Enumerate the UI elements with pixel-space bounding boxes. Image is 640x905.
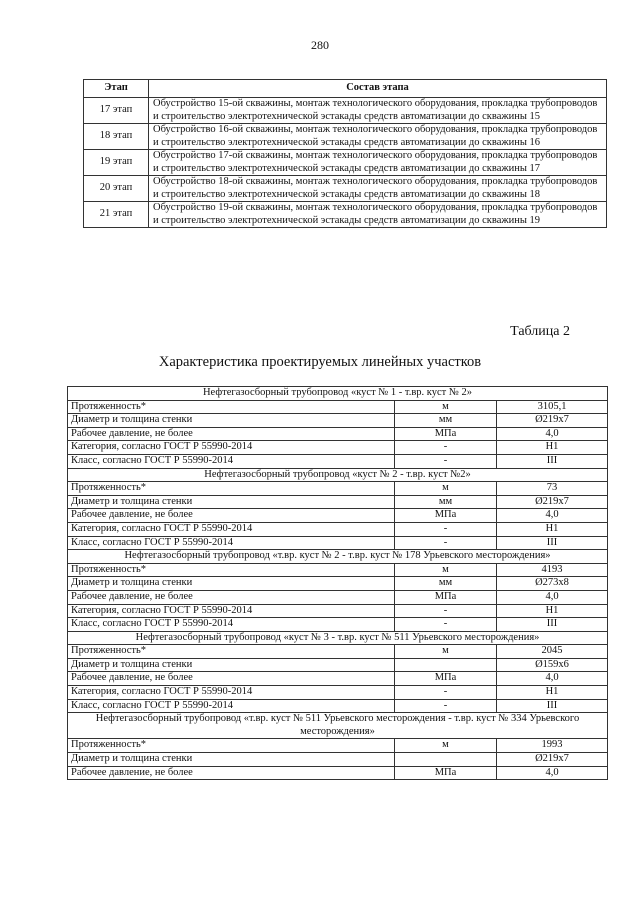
- param-cell: Рабочее давление, не более: [68, 672, 395, 686]
- table-row: [68, 441, 608, 455]
- param-cell: Протяженность*: [68, 645, 395, 659]
- param-cell: Категория, согласно ГОСТ Р 55990-2014: [68, 522, 395, 536]
- unit-cell: МПа: [395, 672, 497, 686]
- param-cell: Диаметр и толщина стенки: [68, 753, 395, 767]
- table-title: Характеристика проектируемых линейных участков: [158, 354, 482, 370]
- stage-cell: 19 этап: [84, 150, 149, 176]
- value-cell: III: [497, 454, 608, 468]
- param-cell: Класс, согласно ГОСТ Р 55990-2014: [68, 536, 395, 550]
- stage-description-cell: Обустройство 18-ой скважины, монтаж технологического оборудования, прокладка трубопроводов и строительство электротехнической эстакады средств автоматизации до скважины 18: [149, 176, 607, 202]
- unit-cell: мм: [395, 577, 497, 591]
- unit-cell: -: [395, 536, 497, 550]
- value-cell: 73: [497, 482, 608, 496]
- param-cell: Категория, согласно ГОСТ Р 55990-2014: [68, 441, 395, 455]
- composition-column-header: Состав этапа: [149, 80, 607, 98]
- param-cell: Диаметр и толщина стенки: [68, 414, 395, 428]
- table-row: [68, 400, 608, 414]
- param-cell: Диаметр и толщина стенки: [68, 577, 395, 591]
- param-cell: Протяженность*: [68, 400, 395, 414]
- table-row: [84, 98, 607, 124]
- value-cell: 4,0: [497, 509, 608, 523]
- value-cell: Ø219x7: [497, 753, 608, 767]
- value-cell: III: [497, 536, 608, 550]
- stage-description-cell: Обустройство 15-ой скважины, монтаж технологического оборудования, прокладка трубопроводов и строительство электротехнической эстакады средств автоматизации до скважины 15: [149, 98, 607, 124]
- table-row: [84, 124, 607, 150]
- param-cell: Рабочее давление, не более: [68, 590, 395, 604]
- unit-cell: м: [395, 739, 497, 753]
- stage-cell: 18 этап: [84, 124, 149, 150]
- table-row: [68, 563, 608, 577]
- unit-cell: МПа: [395, 766, 497, 780]
- pipeline-group-title: Нефтегазосборный трубопровод «куст № 2 - т.вр. куст №2»: [68, 468, 608, 482]
- pipeline-group-title: Нефтегазосборный трубопровод «куст № 1 - т.вр. куст № 2»: [68, 387, 608, 401]
- param-cell: Протяженность*: [68, 563, 395, 577]
- unit-cell: -: [395, 522, 497, 536]
- pipeline-group-title: Нефтегазосборный трубопровод «куст № 3 - т.вр. куст № 511 Урьевского месторождения»: [68, 631, 608, 645]
- table-row: [68, 522, 608, 536]
- stages-header-row: [84, 80, 607, 98]
- value-cell: Ø273x8: [497, 577, 608, 591]
- table-row: [68, 577, 608, 591]
- value-cell: 4,0: [497, 590, 608, 604]
- table-row: [68, 739, 608, 753]
- group-header-row: [68, 713, 608, 739]
- table-row: [68, 672, 608, 686]
- stage-cell: 20 этап: [84, 176, 149, 202]
- value-cell: Ø219x7: [497, 414, 608, 428]
- value-cell: 4193: [497, 563, 608, 577]
- unit-cell: м: [395, 400, 497, 414]
- unit-cell: -: [395, 618, 497, 632]
- stage-column-header: Этап: [84, 80, 149, 98]
- param-cell: Класс, согласно ГОСТ Р 55990-2014: [68, 699, 395, 713]
- unit-cell: -: [395, 441, 497, 455]
- unit-cell: -: [395, 686, 497, 700]
- table-row: [68, 427, 608, 441]
- unit-cell: МПа: [395, 427, 497, 441]
- table-row: [68, 658, 608, 672]
- table-row: [84, 202, 607, 228]
- value-cell: III: [497, 699, 608, 713]
- value-cell: Н1: [497, 522, 608, 536]
- unit-cell: мм: [395, 495, 497, 509]
- unit-cell: мм: [395, 414, 497, 428]
- unit-cell: [395, 753, 497, 767]
- param-cell: Рабочее давление, не более: [68, 766, 395, 780]
- stage-description-cell: Обустройство 16-ой скважины, монтаж технологического оборудования, прокладка трубопроводов и строительство электротехнической эстакады средств автоматизации до скважины 16: [149, 124, 607, 150]
- param-cell: Диаметр и толщина стенки: [68, 495, 395, 509]
- table-row: [68, 604, 608, 618]
- group-header-row: [68, 468, 608, 482]
- value-cell: 4,0: [497, 672, 608, 686]
- table-row: [68, 618, 608, 632]
- param-cell: Протяженность*: [68, 482, 395, 496]
- value-cell: 2045: [497, 645, 608, 659]
- stage-description-cell: Обустройство 17-ой скважины, монтаж технологического оборудования, прокладка трубопроводов и строительство электротехнической эстакады средств автоматизации до скважины 17: [149, 150, 607, 176]
- table-row: [68, 482, 608, 496]
- table-row: [68, 590, 608, 604]
- table-row: [68, 495, 608, 509]
- param-cell: Протяженность*: [68, 739, 395, 753]
- unit-cell: -: [395, 604, 497, 618]
- table-row: [84, 150, 607, 176]
- param-cell: Класс, согласно ГОСТ Р 55990-2014: [68, 618, 395, 632]
- stage-description-cell: Обустройство 19-ой скважины, монтаж технологического оборудования, прокладка трубопроводов и строительство электротехнической эстакады средств автоматизации до скважины 19: [149, 202, 607, 228]
- group-header-row: [68, 550, 608, 564]
- value-cell: Ø219x7: [497, 495, 608, 509]
- param-cell: Рабочее давление, не более: [68, 509, 395, 523]
- pipeline-group-title: Нефтегазосборный трубопровод «т.вр. куст № 511 Урьевского месторождения - т.вр. куст № 334 Урьевского месторождения»: [68, 713, 608, 739]
- group-header-row: [68, 387, 608, 401]
- param-cell: Категория, согласно ГОСТ Р 55990-2014: [68, 604, 395, 618]
- pipeline-group-title: Нефтегазосборный трубопровод «т.вр. куст № 2 - т.вр. куст № 178 Урьевского месторождения»: [68, 550, 608, 564]
- characteristics-table: [67, 386, 608, 780]
- unit-cell: м: [395, 482, 497, 496]
- unit-cell: м: [395, 645, 497, 659]
- table-row: [68, 645, 608, 659]
- table-row: [68, 536, 608, 550]
- table-row: [68, 686, 608, 700]
- value-cell: 4,0: [497, 766, 608, 780]
- table-row: [84, 176, 607, 202]
- unit-cell: [395, 658, 497, 672]
- value-cell: Н1: [497, 686, 608, 700]
- param-cell: Категория, согласно ГОСТ Р 55990-2014: [68, 686, 395, 700]
- table-row: [68, 699, 608, 713]
- unit-cell: МПа: [395, 509, 497, 523]
- param-cell: Диаметр и толщина стенки: [68, 658, 395, 672]
- table-row: [68, 454, 608, 468]
- table-row: [68, 509, 608, 523]
- value-cell: 4,0: [497, 427, 608, 441]
- value-cell: 1993: [497, 739, 608, 753]
- table-caption: Таблица 2: [510, 324, 570, 339]
- stages-table: [83, 79, 607, 228]
- group-header-row: [68, 631, 608, 645]
- table-row: [68, 766, 608, 780]
- param-cell: Рабочее давление, не более: [68, 427, 395, 441]
- table-row: [68, 414, 608, 428]
- table-row: [68, 753, 608, 767]
- value-cell: 3105,1: [497, 400, 608, 414]
- unit-cell: -: [395, 699, 497, 713]
- unit-cell: м: [395, 563, 497, 577]
- param-cell: Класс, согласно ГОСТ Р 55990-2014: [68, 454, 395, 468]
- value-cell: Ø159x6: [497, 658, 608, 672]
- page-number: 280: [311, 38, 329, 52]
- stage-cell: 21 этап: [84, 202, 149, 228]
- value-cell: Н1: [497, 441, 608, 455]
- unit-cell: МПа: [395, 590, 497, 604]
- value-cell: Н1: [497, 604, 608, 618]
- value-cell: III: [497, 618, 608, 632]
- unit-cell: -: [395, 454, 497, 468]
- stage-cell: 17 этап: [84, 98, 149, 124]
